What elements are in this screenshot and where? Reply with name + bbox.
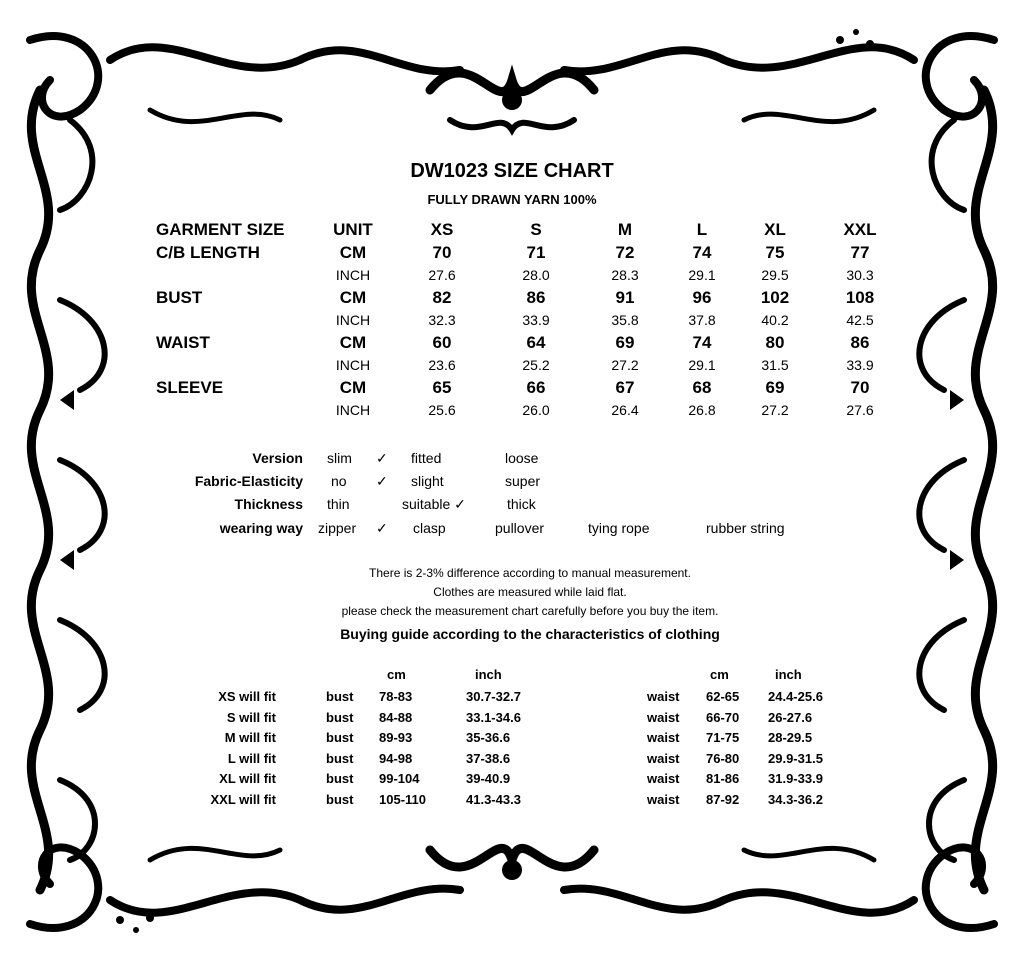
check-mark-icon: ✓: [376, 473, 388, 489]
size-header: XL: [764, 220, 786, 239]
inch-value: 27.6: [846, 402, 874, 418]
option-item: super: [505, 473, 541, 489]
guide-inch-header: inch: [475, 667, 502, 682]
size-header: S: [530, 220, 542, 239]
guide-bust-inch: 39-40.9: [466, 771, 511, 786]
cm-value: 71: [526, 243, 546, 262]
option-label-fabric-elasticity: Fabric-Elasticity: [194, 473, 303, 489]
row-name: BUST: [156, 288, 203, 307]
size-header: L: [696, 220, 708, 239]
note-line: Clothes are measured while laid flat.: [433, 585, 627, 599]
guide-bust-inch: 41.3-43.3: [466, 792, 521, 807]
cm-value: 102: [760, 288, 790, 307]
inch-value: 25.6: [428, 402, 456, 418]
option-item: suitable ✓: [402, 496, 466, 512]
inch-unit: INCH: [335, 312, 371, 328]
option-item: rubber string: [706, 520, 785, 536]
option-item: thick: [507, 496, 536, 512]
note-line: please check the measurement chart carefully before you buy the item.: [341, 604, 719, 618]
guide-waist-inch: 24.4-25.6: [768, 689, 823, 704]
inch-value: 26.4: [611, 402, 639, 418]
guide-cm-header: cm: [710, 667, 729, 682]
inch-value: 29.1: [688, 267, 716, 283]
guide-bust-label: bust: [326, 689, 354, 704]
guide-waist-label: waist: [647, 792, 680, 807]
garment-size-header: GARMENT SIZE: [156, 220, 285, 239]
guide-waist-label: waist: [647, 710, 680, 725]
guide-waist-label: waist: [647, 730, 680, 745]
cm-value: 72: [615, 243, 635, 262]
inch-value: 35.8: [611, 312, 639, 328]
guide-bust-label: bust: [326, 730, 354, 745]
option-item: zipper: [318, 520, 357, 536]
cm-value: 70: [432, 243, 452, 262]
note-line: There is 2-3% difference according to manual measurement.: [369, 566, 691, 580]
guide-waist-cm: 81-86: [706, 771, 740, 786]
cm-value: 108: [845, 288, 875, 307]
inch-value: 27.6: [428, 267, 456, 283]
cm-value: 60: [432, 333, 452, 352]
cm-value: 80: [765, 333, 785, 352]
guide-bust-inch: 37-38.6: [466, 751, 511, 766]
cm-unit: CM: [339, 333, 367, 352]
guide-title: Buying guide according to the characteristics of clothing: [340, 626, 720, 642]
option-item: slim: [327, 450, 352, 466]
inch-value: 33.9: [522, 312, 550, 328]
inch-value: 28.3: [611, 267, 639, 283]
cm-value: 82: [432, 288, 452, 307]
guide-waist-cm: 66-70: [706, 710, 740, 725]
guide-waist-cm: 62-65: [706, 689, 740, 704]
cm-value: 64: [526, 333, 546, 352]
guide-fit-label: XXL will fit: [210, 792, 276, 807]
cm-value: 67: [615, 378, 635, 397]
option-label-version: Version: [252, 450, 303, 466]
cm-unit: CM: [339, 288, 367, 307]
inch-value: 32.3: [428, 312, 456, 328]
guide-bust-cm: 105-110: [379, 792, 426, 807]
guide-waist-cm: 76-80: [706, 751, 740, 766]
option-item: clasp: [413, 520, 446, 536]
guide-bust-label: bust: [326, 771, 354, 786]
cm-value: 70: [850, 378, 870, 397]
cm-value: 86: [526, 288, 546, 307]
row-name: C/B LENGTH: [156, 243, 260, 262]
guide-inch-header: inch: [775, 667, 802, 682]
guide-waist-label: waist: [647, 689, 680, 704]
inch-value: 33.9: [846, 357, 874, 373]
cm-value: 66: [526, 378, 546, 397]
guide-waist-inch: 28-29.5: [768, 730, 813, 745]
inch-value: 29.1: [688, 357, 716, 373]
guide-waist-inch: 31.9-33.9: [768, 771, 823, 786]
cm-value: 69: [765, 378, 785, 397]
option-label-wearing-way: wearing way: [219, 520, 303, 536]
guide-waist-inch: 34.3-36.2: [768, 792, 823, 807]
option-item: pullover: [495, 520, 545, 536]
size-header: XS: [430, 220, 454, 239]
inch-value: 27.2: [611, 357, 639, 373]
guide-bust-cm: 78-83: [379, 689, 413, 704]
guide-bust-cm: 99-104: [379, 771, 420, 786]
inch-value: 40.2: [761, 312, 789, 328]
guide-fit-label: XS will fit: [218, 689, 276, 704]
option-item: loose: [505, 450, 539, 466]
guide-waist-cm: 71-75: [706, 730, 740, 745]
row-name: SLEEVE: [156, 378, 224, 397]
guide-bust-label: bust: [326, 792, 354, 807]
guide-bust-inch: 35-36.6: [466, 730, 511, 745]
cm-value: 86: [850, 333, 870, 352]
inch-value: 27.2: [761, 402, 789, 418]
guide-bust-inch: 33.1-34.6: [466, 710, 521, 725]
cm-value: 96: [692, 288, 712, 307]
cm-value: 69: [615, 333, 635, 352]
row-name: WAIST: [156, 333, 210, 352]
check-mark-icon: ✓: [376, 520, 388, 536]
inch-unit: INCH: [335, 357, 371, 373]
option-item: thin: [327, 496, 350, 512]
inch-value: 25.2: [522, 357, 550, 373]
option-label-thickness: Thickness: [234, 496, 303, 512]
page-subtitle: FULLY DRAWN YARN 100%: [427, 192, 597, 207]
guide-cm-header: cm: [387, 667, 406, 682]
size-header: M: [617, 220, 633, 239]
cm-value: 74: [692, 243, 712, 262]
guide-bust-cm: 84-88: [379, 710, 413, 725]
option-item: tying rope: [588, 520, 650, 536]
guide-bust-label: bust: [326, 710, 354, 725]
guide-fit-label: S will fit: [226, 710, 276, 725]
inch-value: 26.8: [688, 402, 716, 418]
check-mark-icon: ✓: [376, 450, 388, 466]
option-item: fitted: [411, 450, 442, 466]
inch-value: 28.0: [522, 267, 550, 283]
inch-value: 30.3: [846, 267, 874, 283]
guide-waist-inch: 29.9-31.5: [768, 751, 823, 766]
inch-value: 23.6: [428, 357, 456, 373]
inch-value: 26.0: [522, 402, 550, 418]
inch-value: 29.5: [761, 267, 789, 283]
inch-value: 42.5: [846, 312, 874, 328]
cm-value: 75: [765, 243, 785, 262]
guide-waist-label: waist: [647, 751, 680, 766]
unit-header: UNIT: [333, 220, 373, 239]
guide-fit-label: L will fit: [227, 751, 276, 766]
page-title: DW1023 SIZE CHART: [410, 160, 614, 182]
cm-unit: CM: [339, 378, 367, 397]
guide-bust-cm: 89-93: [379, 730, 413, 745]
guide-waist-label: waist: [647, 771, 680, 786]
cm-value: 77: [850, 243, 870, 262]
cm-unit: CM: [339, 243, 367, 262]
guide-waist-inch: 26-27.6: [768, 710, 813, 725]
guide-fit-label: XL will fit: [219, 771, 276, 786]
cm-value: 68: [692, 378, 712, 397]
size-header: XXL: [843, 220, 877, 239]
inch-value: 31.5: [761, 357, 789, 373]
guide-bust-cm: 94-98: [379, 751, 413, 766]
option-item: slight: [411, 473, 444, 489]
cm-value: 74: [692, 333, 712, 352]
cm-value: 65: [432, 378, 452, 397]
guide-bust-label: bust: [326, 751, 354, 766]
inch-unit: INCH: [335, 402, 371, 418]
inch-value: 37.8: [688, 312, 716, 328]
guide-waist-cm: 87-92: [706, 792, 740, 807]
option-item: no: [331, 473, 347, 489]
inch-unit: INCH: [335, 267, 371, 283]
guide-bust-inch: 30.7-32.7: [466, 689, 521, 704]
cm-value: 91: [615, 288, 635, 307]
guide-fit-label: M will fit: [224, 730, 276, 745]
